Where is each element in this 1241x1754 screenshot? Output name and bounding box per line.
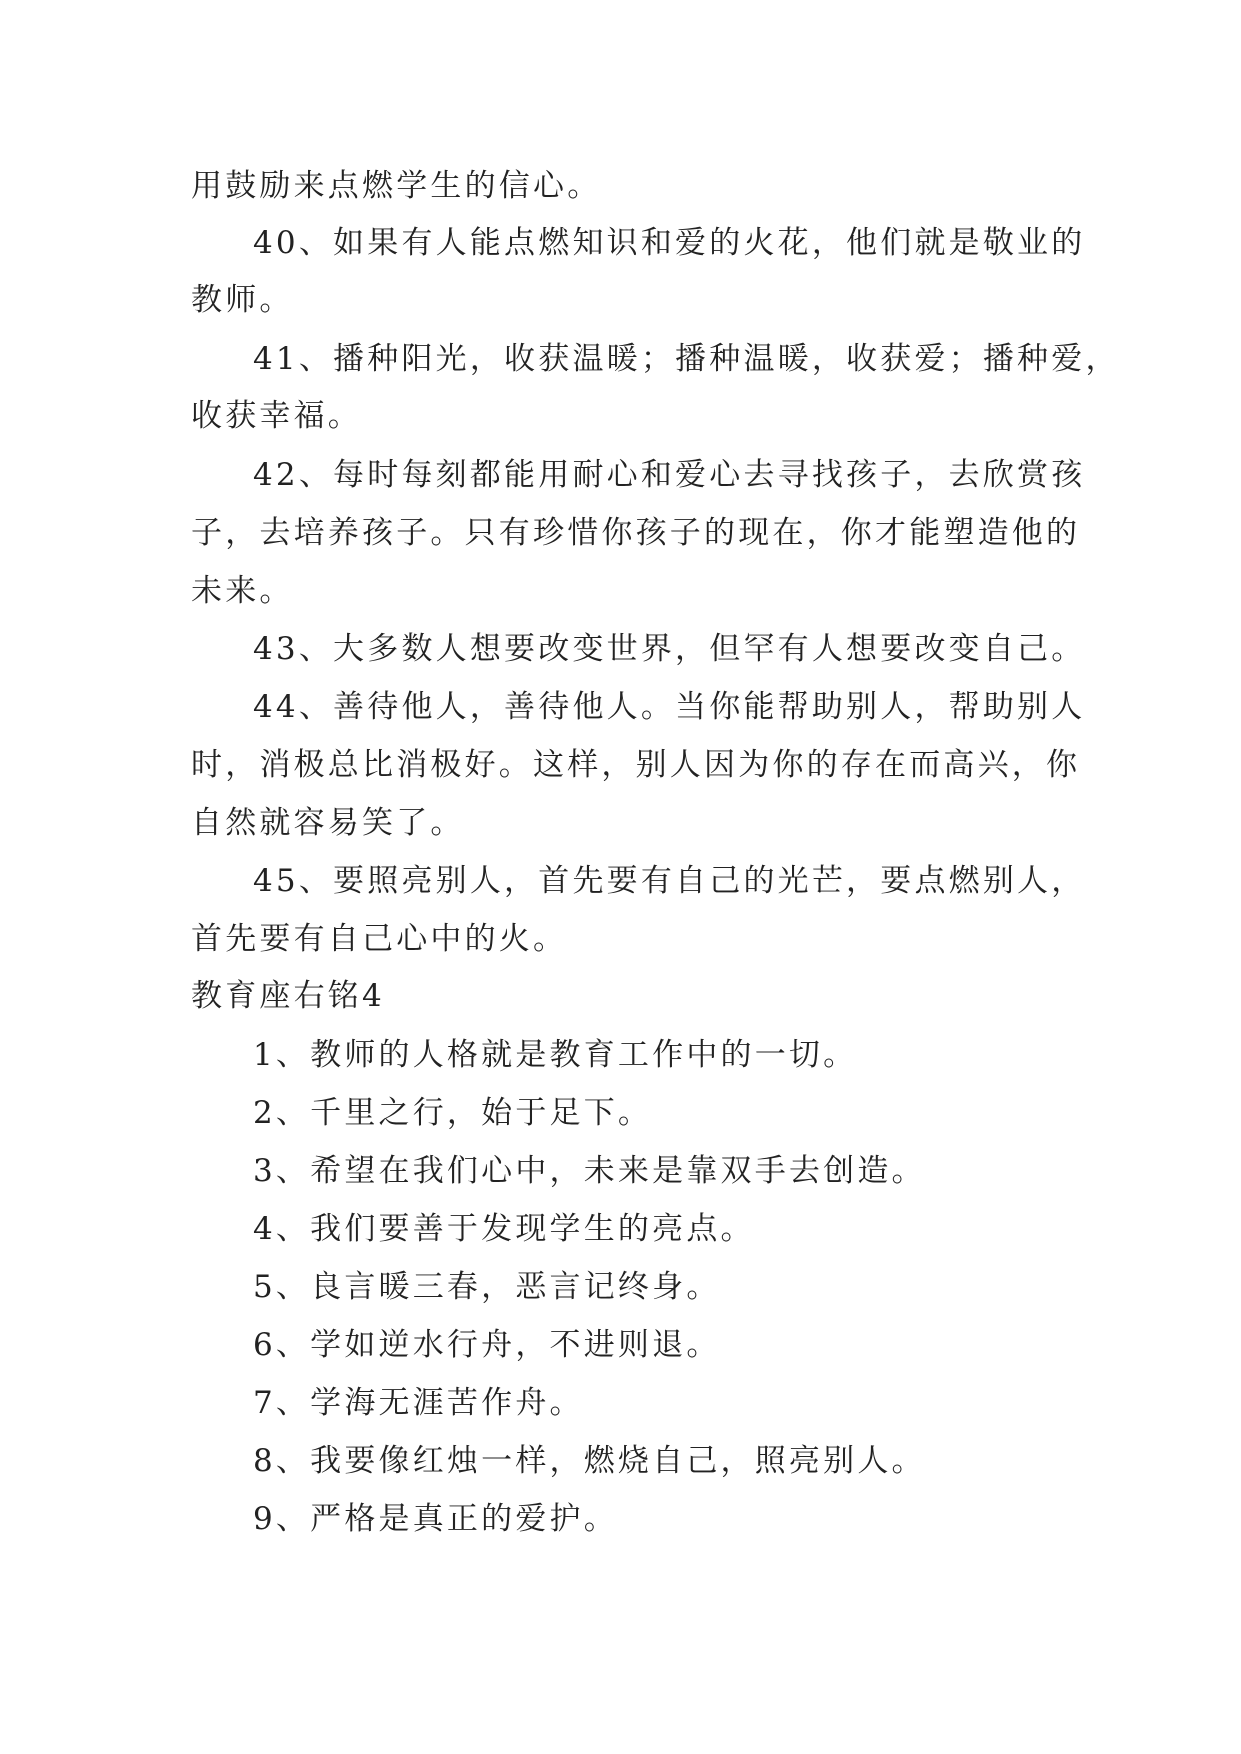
text-line-6: 42、每时每刻都能用耐心和爱心去寻找孩子，去欣赏孩 <box>253 457 1086 493</box>
text-line-5: 收获幸福。 <box>191 398 362 434</box>
text-line-13: 45、要照亮别人，首先要有自己的光芒，要点燃别人， <box>253 863 1086 899</box>
section-heading: 教育座右铭4 <box>191 978 385 1014</box>
text-line-24: 9、严格是真正的爱护。 <box>253 1501 618 1537</box>
text-line-18: 3、希望在我们心中，未来是靠双手去创造。 <box>253 1153 926 1189</box>
text-line-8: 未来。 <box>191 573 294 609</box>
text-line-3: 教师。 <box>191 282 294 318</box>
text-line-23: 8、我要像红烛一样，燃烧自己，照亮别人。 <box>253 1443 926 1479</box>
text-line-12: 自然就容易笑了。 <box>191 805 465 841</box>
text-line-10: 44、善待他人，善待他人。当你能帮助别人，帮助别人 <box>253 689 1086 725</box>
text-line-1: 用鼓励来点燃学生的信心。 <box>191 168 602 204</box>
text-line-14: 首先要有自己心中的火。 <box>191 921 568 957</box>
text-line-2: 40、如果有人能点燃知识和爱的火花，他们就是敬业的 <box>253 225 1086 261</box>
text-line-9: 43、大多数人想要改变世界，但罕有人想要改变自己。 <box>253 631 1086 667</box>
text-line-20: 5、良言暖三春，恶言记终身。 <box>253 1269 721 1305</box>
text-line-21: 6、学如逆水行舟，不进则退。 <box>253 1327 721 1363</box>
text-line-19: 4、我们要善于发现学生的亮点。 <box>253 1211 755 1247</box>
text-line-11: 时，消极总比消极好。这样，别人因为你的存在而高兴，你 <box>191 747 1081 783</box>
text-line-7: 子，去培养孩子。只有珍惜你孩子的现在，你才能塑造他的 <box>191 515 1081 551</box>
text-line-22: 7、学海无涯苦作舟。 <box>253 1385 584 1421</box>
text-line-16: 1、教师的人格就是教育工作中的一切。 <box>253 1037 858 1073</box>
text-line-17: 2、千里之行，始于足下。 <box>253 1095 653 1131</box>
text-line-4: 41、播种阳光，收获温暖；播种温暖，收获爱；播种爱， <box>253 341 1120 377</box>
